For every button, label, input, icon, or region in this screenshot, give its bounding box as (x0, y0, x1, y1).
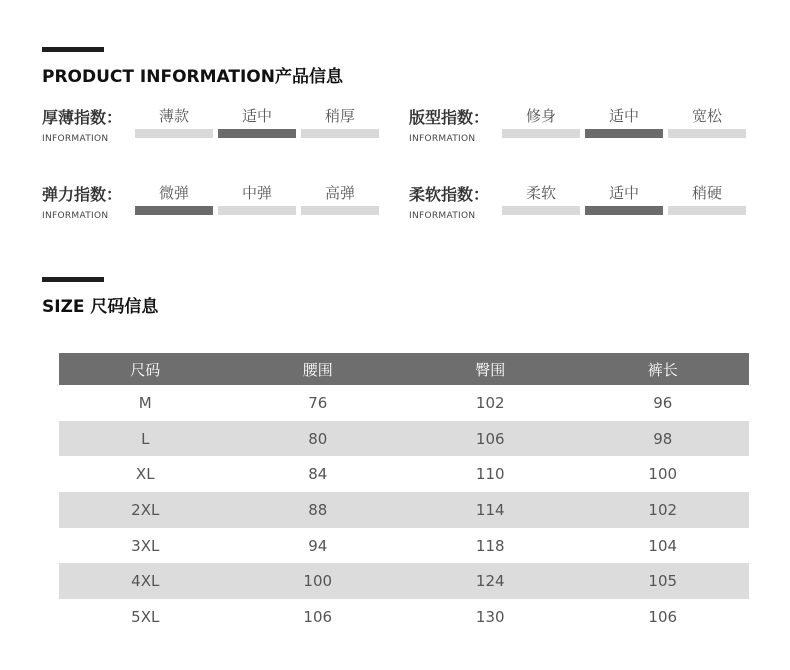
cell-size: 5XL (131, 607, 160, 626)
cell-waist: 76 (308, 393, 328, 412)
table-row (59, 599, 749, 635)
header-size: 尺码 (59, 353, 232, 385)
cell-size: 4XL (59, 563, 232, 599)
cell-length: 96 (653, 393, 673, 412)
product-info-title: PRODUCT INFORMATION产品信息 (42, 67, 343, 87)
option-bar-selected (585, 206, 663, 215)
option-bar (301, 129, 379, 138)
cell-hip: 118 (475, 536, 505, 555)
cell-hip: 124 (404, 563, 577, 599)
option-label: 宽松 (691, 107, 722, 125)
header-length: 裤长 (577, 353, 750, 385)
option-bar (135, 129, 213, 138)
cell-hip: 130 (475, 607, 505, 626)
cell-waist: 80 (232, 421, 405, 457)
option-bar (668, 206, 746, 215)
option-label: 适中 (608, 184, 639, 202)
cell-length: 102 (577, 492, 750, 528)
option-label: 修身 (525, 107, 556, 125)
size-table-header-row (59, 353, 749, 385)
cell-length: 104 (648, 536, 678, 555)
option-bar (301, 206, 379, 215)
elasticity-index (42, 182, 402, 242)
cell-waist: 100 (232, 563, 405, 599)
attribute-sublabel: INFORMATION (42, 211, 109, 221)
table-row (59, 492, 749, 528)
option-bar-selected (135, 206, 213, 215)
size-info-accent-bar (42, 277, 104, 282)
option-bar-selected (218, 129, 296, 138)
option-label: 稍硬 (691, 184, 722, 202)
option-3-2 (668, 182, 746, 222)
option-label: 稍厚 (324, 107, 355, 125)
attribute-sublabel: INFORMATION (409, 134, 476, 144)
cell-hip: 102 (475, 393, 505, 412)
header-hip: 臀围 (404, 353, 577, 385)
option-label: 微弹 (158, 184, 189, 202)
option-2-1 (218, 182, 296, 222)
cell-size: XL (135, 465, 155, 484)
size-info-title: SIZE 尺码信息 (42, 297, 159, 317)
table-row (59, 421, 749, 457)
option-1-1 (585, 105, 663, 145)
cell-size: 2XL (59, 492, 232, 528)
cell-hip: 106 (404, 421, 577, 457)
header-waist: 腰围 (232, 353, 405, 385)
option-bar (502, 206, 580, 215)
cell-hip: 110 (475, 465, 505, 484)
table-row (59, 456, 749, 492)
cell-hip: 114 (404, 492, 577, 528)
cell-size: M (138, 393, 152, 412)
table-row (59, 563, 749, 599)
cell-waist: 94 (308, 536, 328, 555)
cell-waist: 106 (303, 607, 333, 626)
attribute-label: 版型指数： (409, 108, 490, 127)
size-table-body (59, 385, 749, 635)
cell-waist: 84 (308, 465, 328, 484)
option-bar (218, 206, 296, 215)
option-3-1 (585, 182, 663, 222)
table-row (59, 528, 749, 564)
option-label: 适中 (241, 107, 272, 125)
cell-size: 3XL (131, 536, 160, 555)
attribute-sublabel: INFORMATION (409, 211, 476, 221)
cell-length: 100 (648, 465, 678, 484)
option-0-2 (301, 105, 379, 145)
cell-length: 105 (577, 563, 750, 599)
option-bar (502, 129, 580, 138)
cell-length: 106 (648, 607, 678, 626)
option-label: 薄款 (158, 107, 189, 125)
option-1-0 (502, 105, 580, 145)
product-info-accent-bar (42, 47, 104, 52)
option-label: 柔软 (525, 184, 556, 202)
option-1-2 (668, 105, 746, 145)
fit-index (409, 105, 769, 165)
option-2-2 (301, 182, 379, 222)
cell-size: L (59, 421, 232, 457)
attribute-sublabel: INFORMATION (42, 134, 109, 144)
cell-length: 98 (577, 421, 750, 457)
table-row (59, 385, 749, 421)
option-2-0 (135, 182, 213, 222)
option-label: 中弹 (241, 184, 272, 202)
attribute-label: 弹力指数： (42, 185, 123, 204)
option-0-1 (218, 105, 296, 145)
attribute-label: 厚薄指数： (42, 108, 123, 127)
softness-index (409, 182, 769, 242)
option-3-0 (502, 182, 580, 222)
option-label: 适中 (608, 107, 639, 125)
option-bar (668, 129, 746, 138)
attribute-label: 柔软指数： (409, 185, 490, 204)
option-label: 高弹 (324, 184, 355, 202)
cell-waist: 88 (232, 492, 405, 528)
option-bar-selected (585, 129, 663, 138)
thickness-index (42, 105, 402, 165)
option-0-0 (135, 105, 213, 145)
size-table (59, 353, 749, 635)
